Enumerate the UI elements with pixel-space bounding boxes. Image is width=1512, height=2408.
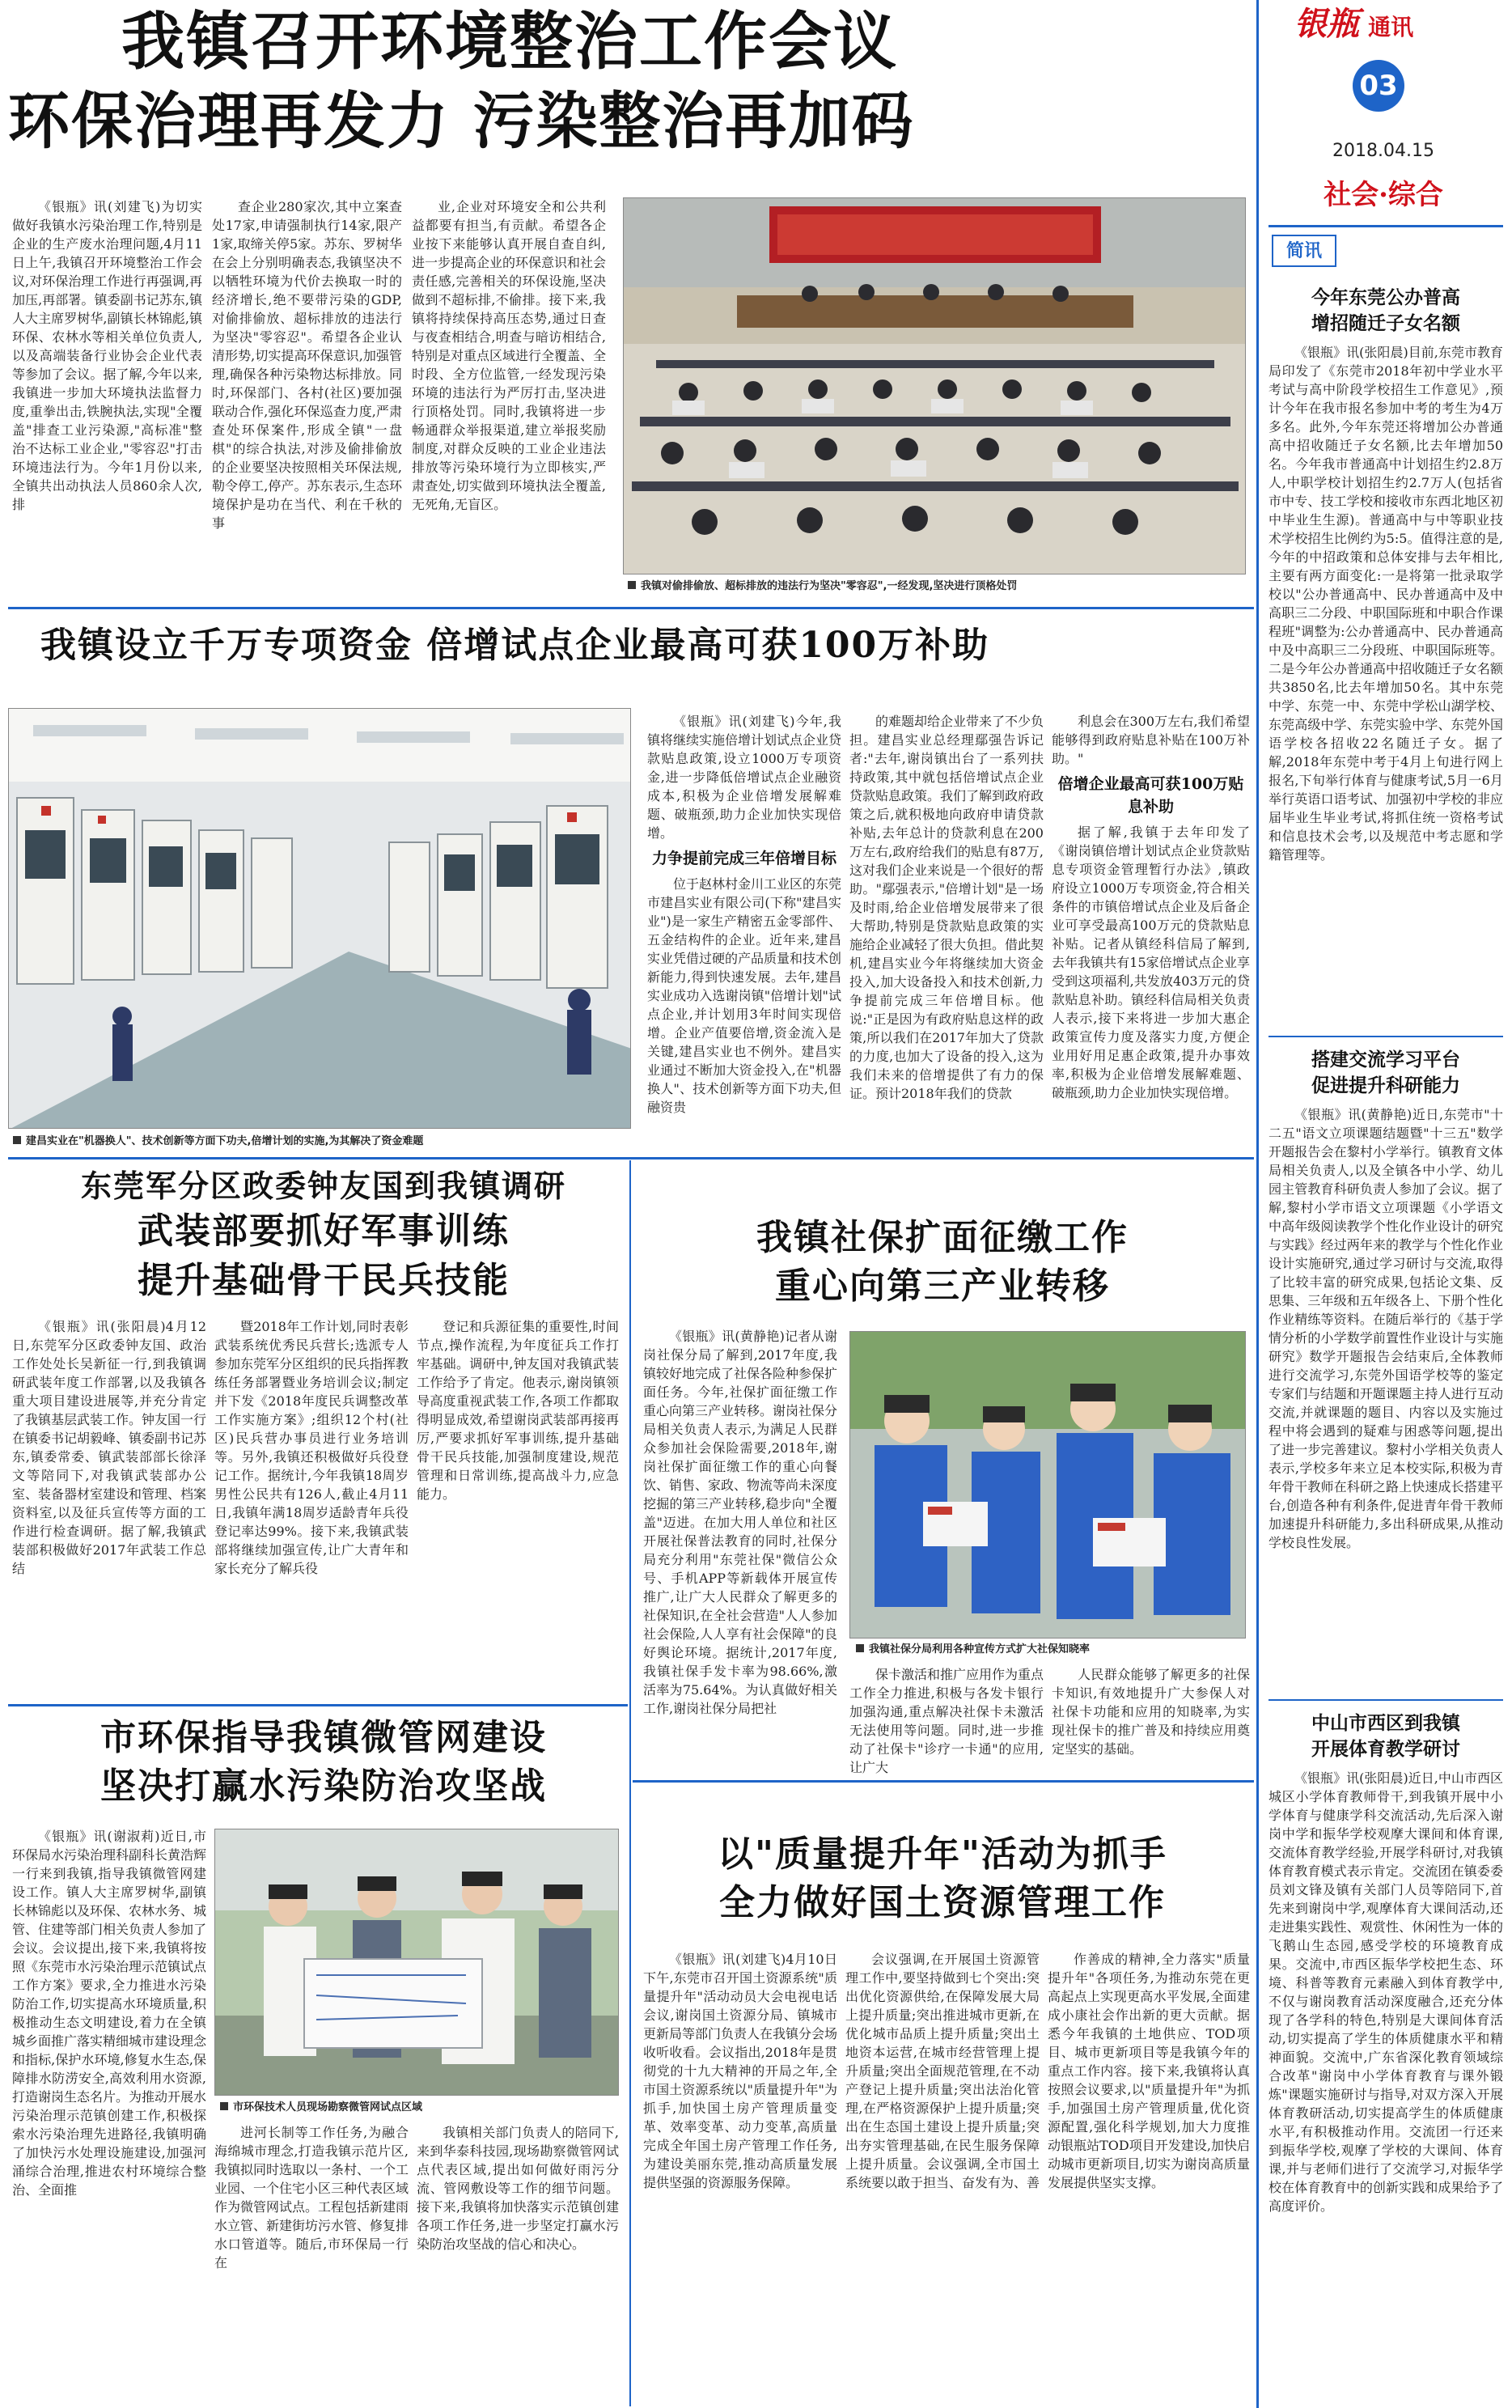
- a3-col-2: [214, 1317, 409, 1698]
- caption-square-icon: [13, 1136, 21, 1144]
- a6-col-2: [845, 1950, 1040, 2395]
- a1-text-3: 业,企业对环境安全和公共利益都要有担当,有贡献。希望各企业按下来能够认真开展自查自纠,进一步提高企业的环保意识和社会责任感,完善相关的环保设施,坚决做到不超标排,不偷排。接下来,我镇将持续保持高压态势,通过日查与夜查相结合,明查与暗访相结合,特别是对重点区域进行全覆盖、全时段、全方位监管,一经发现污染环境的违法行为严厉打击,坚决进行顶格处罚。同时,我镇将进一步畅通群众举报渠道,建立举报奖励制度,对群众反映的工业企业违法排放等污染环境行为立即核实,严肃查处,切实做到环境执法全覆盖,无死角,无盲区。: [412, 199, 606, 512]
- a2-text-3a: 利息会在300万左右,我们希望能够得到政府贴息补贴在100万补助。": [1052, 714, 1250, 766]
- a3-text-3: 登记和兵源征集的重要性,时间节点,操作流程,为年度征兵工作打牢基础。调研中,钟友国对我镇武装工作给予了肯定。他表示,谢岗镇领导高度重视武装工作,各项工作都取得明显成效,希望谢岗武装部再接再厉,严要求抓好军事训练,提升基础骨干民兵技能,加强制度建设,规范管理和日常训练,提高战斗力,应急能力。: [417, 1319, 619, 1502]
- a1-col-3: [412, 197, 606, 604]
- a2-text-1b: 位于赵林村金川工业区的东莞市建昌实业有限公司(下称"建昌实业")是一家生产精密五金零部件、五金结构件的企业。近年来,建昌实业凭借过硬的产品质量和技术创新能力,得到快速发展。去年,建昌实业成功入选谢岗镇"倍增计划"试点企业,并计划用3年时间实现倍增。企业产值要倍增,资金流入是关键,建昌实业也不例外。建昌实业通过不断加大资金投入,在"机器换人"、技术创新等方面下功夫,但融资贵: [647, 876, 841, 1115]
- a3-col-1: [12, 1317, 206, 1698]
- a5-col-2: [214, 2123, 409, 2398]
- side-brief-3: [1268, 1707, 1503, 2399]
- a3-headline-3: 提升基础骨干民兵技能: [138, 1260, 510, 1301]
- a5-col-3: [417, 2123, 619, 2398]
- a4-col-2: [849, 1665, 1044, 1774]
- a1-photo-meeting: [623, 197, 1246, 574]
- a1-headline-2: 环保治理再发力 污染整治再加码: [8, 85, 915, 157]
- a6-col-3: [1048, 1950, 1250, 2395]
- a5-photo-caption: [220, 2101, 625, 2115]
- caption-square-icon: [220, 2102, 228, 2110]
- a2-caption-text: 建昌实业在"机器换人"、技术创新等方面下功夫,倍增计划的实施,为其解决了资金难题: [26, 1135, 424, 1147]
- a4-headline-1: 我镇社保扩面征缴工作: [756, 1217, 1129, 1258]
- a4-photo-social-security: [849, 1331, 1246, 1639]
- masthead-brand-name: 银瓶: [1294, 5, 1359, 43]
- side-rule-2: [1268, 1699, 1503, 1701]
- a5-text-3: 我镇相关部门负责人的陪同下,来到华泰科技园,现场勘察微管网试点代表区域,提出如何做好雨污分流、管网敷设等工作的细节问题。接下来,我镇将加快落实示范镇创建各项工作任务,进一步坚定打赢水污染防治攻坚战的信心和决心。: [417, 2125, 619, 2252]
- a2-col-3: [1052, 712, 1250, 1149]
- a1-text-2: 查企业280家次,其中立案查处17家,申请强制执行14家,限产1家,取缔关停5家。苏东、罗树华在会上分别明确表态,我镇坚决不以牺牲环境为代价去换取一时的经济增长,绝不要带污染的GDP,对偷排偷放、超标排放的违法行为坚决"零容忍"。希望各企业认清形势,切实提高环保意识,加强管理,确保各种污染物达标排放。同时,环保部门、各村(社区)要加强联动合作,强化环保巡查力度,严肃查处环保案件,形成全镇"一盘棋"的综合执法,对涉及偷排偷放的企业要坚决按照相关环保法规,勒令停工,停产。苏东表示,生态环境保护是功在当代、利在千秋的事: [212, 199, 402, 531]
- a3-headline-2: 武装部要抓好军事训练: [138, 1210, 510, 1252]
- a6-text-1: 《银瓶》讯(刘建飞)4月10日下午,东莞市召开国土资源系统"质量提升年"活动动员大会电视电话会议,谢岗国土资源分局、镇城市更新局等部门负责人在我镇分会场收听收看。会议指出,2018年是贯彻党的十九大精神的开局之年,全市国土资源系统以"质量提升年"为抓手,加快国土房产管理质量变革、效率变革、动力变革,高质量完成全年国土房产管理工作任务,为建设美丽东莞,推动高质量发展提供坚强的资源服务保障。: [643, 1952, 837, 2190]
- brief-tag: 简讯: [1272, 235, 1336, 267]
- side-brief-2: [1268, 1044, 1503, 1691]
- page-number-badge: 03: [1353, 60, 1404, 112]
- a2-headline: 我镇设立千万专项资金 倍增试点企业最高可获100万补助: [40, 625, 990, 666]
- issue-date: 2018.04.15: [1332, 141, 1434, 161]
- a6-col-1: [643, 1950, 837, 2395]
- a3-text-1: 《银瓶》讯(张阳晨)4月12日,东莞军分区政委钟友国、政治工作处处长吴新征一行,到我镇调研武装年度工作部署,以及我镇各重大项目建设进展等,并充分肯定了我镇基层武装工作。钟友国一行在镇委书记胡毅峰、镇委副书记苏东,镇委常委、镇武装部部长徐泽文等陪同下,对我镇武装部办公室、装备器材室建设和管理、档案资料室,以及征兵宣传等方面的工作进行检查调研。据了解,我镇武装部积极做好2017年武装工作总结: [12, 1319, 206, 1576]
- a5-photo-inspection: [214, 1829, 619, 2096]
- a2-bottom-rule: [8, 1157, 1254, 1159]
- inspection-illustration: [215, 1829, 619, 2096]
- a5-headline-1: 市环保指导我镇微管网建设: [100, 1717, 547, 1758]
- a3-col-3: [417, 1317, 619, 1698]
- side-brief-1: [1268, 282, 1503, 1028]
- mid-column-rule: [629, 1160, 631, 2406]
- a4-col-3: [1052, 1665, 1250, 1774]
- side-rule-1: [1268, 1036, 1503, 1037]
- a6-text-2: 会议强调,在开展国土资源管理工作中,要坚持做到七个突出:突出优化资源供给,在保障发展大局上提升质量;突出推进城市更新,在优化城市品质上提升质量;突出土地资本运营,在城市经营管理上提升质量;突出全面规范管理,在不动产登记上提升质量;突出法治化管理,在严格资源保护上提升质量;突出在生态国土建设上提升质量;突出夯实管理基础,在民生服务保障上提升质量。会议强调,全市国土系统要以敢于担当、奋发有为、善: [845, 1952, 1040, 2190]
- side-brief-2-text: 《银瓶》讯(黄静艳)近日,东莞市"十二五"语文立项课题结题暨"十三五"数学开题报告会在黎村小学举行。镇教育文体局相关负责人,以及全镇各中小学、幼儿园主管教育科研负责人参加了会议。据了解,黎村小学市语文立项课题《小学语文中高年级阅读教学个性化作业设计的研究与实践》经过两年来的教学与个性化作业设计实施研究,通过学习研讨与交流,取得了比较丰富的研究成果,包括论文集、反思集、三年级和五年级各上、下册个性化作业精练等资料。在随后举行的《基于学情分析的小学数学前置性作业设计与实施研究》数学开题报告会结束后,全体教师进行交流学习,东莞外国语学校等的鉴定专家们与结题和开题课题主持人进行互动交流,并就课题的题目、内容以及实施过程中将会遇到的疑难与困惑等问题,提出了进一步完善建议。黎村小学相关负责人表示,学校多年来立足本校实际,积极为青年骨干教师在科研之路上快速成长搭建平台,创造各种有利条件,促进青年骨干教师加速提升科研能力,多出科研成果,从推动学校良性发展。: [1268, 1107, 1503, 1550]
- a3-bottom-rule: [8, 1704, 628, 1706]
- a3-text-2: 暨2018年工作计划,同时表彰武装系统优秀民兵营长;选派专人参加东莞军分区组织的民兵指挥教练任务部署暨业务培训会议;制定并下发《2018年度民兵调整改革工作实施方案》;组织12个村(社区)民兵营办事员进行业务培训等。另外,我镇还积极做好兵役登记工作。据统计,今年我镇18周岁男性公民共有126人,截止4月11日,我镇年满18周岁适龄青年兵役登记率达99%。接下来,我镇武装部将继续加强宣传,让广大青年和家长充分了解兵役: [214, 1319, 409, 1576]
- a1-col-2: [212, 197, 402, 604]
- factory-illustration: [9, 709, 631, 1129]
- a4-text-1: 《银瓶》讯(黄静艳)记者从谢岗社保分局了解到,2017年度,我镇较好地完成了社保各险种参保扩面任务。今年,社保扩面征缴工作重心向第三产业转移。谢岗社保分局相关负责人表示,为满足人民群众参加社会保险需要,2018年,谢岗社保扩面征缴工作的重心向餐饮、销售、家政、物流等尚未深度挖掘的第三产业转移,稳步向"全覆盖"迈进。在加大用人单位和社区开展社保普法教育的同时,社保分局充分利用"东莞社保"微信公众号、手机APP等新载体开展宣传推广,让广大人民群众了解更多的社保知识,在全社会营造"人人参加社会保险,人人享有社会保障"的良好舆论环境。据统计,2017年度,我镇社保手发卡率为98.66%,激活率为75.64%。为认真做好相关工作,谢岗社保分局把社: [643, 1329, 837, 1716]
- masthead-brand-suffix: 通讯: [1368, 14, 1414, 40]
- a5-text-1: 《银瓶》讯(谢淑莉)近日,市环保局水污染治理科副科长黄浩辉一行来到我镇,指导我镇微管网建设工作。镇人大主席罗树华,副镇长林锦彪以及环保、农林水务、城管、住建等部门相关负责人参加了会议。会议提出,接下来,我镇将按照《东莞市水污染治理示范镇试点工作方案》要求,全力推进水污染防治工作,切实提高水环境质量,积极推动生态文明建设,着力在全镇城乡面推广落实精细城市建设理念和指标,保护水环境,修复水生态,保障排水防涝安全,高效利用水资源,打造谢岗生态名片。为推动开展水污染治理示范镇创建工作,积极探索水污染治理先进路径,我镇明确了加快污水处理设施建设,加强河涌综合治理,推进农村环境综合整治、全面推: [12, 1829, 206, 2198]
- a4-bottom-rule: [633, 1780, 1254, 1783]
- caption-square-icon: [856, 1644, 864, 1652]
- social-security-illustration: [850, 1332, 1246, 1639]
- a5-text-2: 进河长制等工作任务,为融合海绵城市理念,打造我镇示范片区,我镇拟同时选取以一条村、一个工业园、一个住宅小区三种代表区域作为微管网试点。工程包括新建雨水立管、新建街坊污水管、修复排水口管道等。随后,市环保局一行在: [214, 2125, 409, 2270]
- a2-photo-factory: [8, 708, 631, 1129]
- a5-headline-2: 坚决打赢水污染防治攻坚战: [100, 1766, 547, 1807]
- side-brief-1-title-line1: 今年东莞公办普高: [1311, 286, 1460, 308]
- a1-photo-caption: [628, 579, 1251, 594]
- a4-col-1: [643, 1327, 837, 1768]
- side-brief-3-title: [1268, 1711, 1503, 1762]
- a2-photo-caption: [13, 1134, 636, 1149]
- a6-headline-2: 全力做好国土资源管理工作: [719, 1882, 1166, 1923]
- a6-text-3: 作善成的精神,全力落实"质量提升年"各项任务,为推动东莞在更高起点上实现更高水平发展,全面建成小康社会作出新的更大贡献。据悉今年我镇的土地供应、TOD项目、城市更新项目等是我镇今年的重点工作内容。接下来,我镇将认真按照会议要求,以"质量提升年"为抓手,加强国土房产管理质量,优化资源配置,强化科学规划,加大力度推动银瓶站TOD项目开发建设,加快启动城市更新项目,切实为谢岗高质量发展提供坚实支撑。: [1048, 1952, 1250, 2190]
- a4-photo-caption: [856, 1643, 1252, 1657]
- a4-caption-text: 我镇社保分局利用各种宣传方式扩大社保知晓率: [869, 1643, 1091, 1656]
- a2-text-3b: 据了解,我镇于去年印发了《谢岗镇倍增计划试点企业贷款贴息专项资金管理暂行办法》,镇政府设立1000万专项资金,符合相关条件的市镇倍增试点企业及后备企业可享受最高100万元的贷款贴息补贴。记者从镇经科信局了解到,去年我镇共有15家倍增试点企业享受到这项福利,共发放403万元的贷款贴息补助。镇经科信局相关负责人表示,接下来将进一步加大惠企政策宣传力度及落实力度,方便企业用好用足惠企政策,提升办事效率,积极为企业倍增发展解难题、破瓶颈,助力企业加快实现倍增。: [1052, 825, 1250, 1100]
- a1-col-1: [12, 197, 202, 604]
- a2-subhead-1: 力争提前完成三年倍增目标: [651, 850, 836, 867]
- side-brief-2-title-line2: 促进提升科研能力: [1311, 1075, 1460, 1096]
- a6-headline-1: 以"质量提升年"活动为抓手: [718, 1834, 1167, 1875]
- a4-text-2: 保卡激活和推广应用作为重点工作全力推进,积极与各发卡银行加强沟通,重点解决社保卡未激活无法使用等问题。同时,进一步推动了社保卡"诊疗一卡通"的应用,让广大: [849, 1667, 1044, 1774]
- side-top-rule: [1268, 225, 1503, 227]
- a1-headline-1: 我镇召开环境整治工作会议: [121, 5, 899, 78]
- a2-col-2: [849, 712, 1044, 1149]
- side-brief-3-title-line1: 中山市西区到我镇: [1311, 1712, 1460, 1734]
- a2-col-1: [647, 712, 841, 1149]
- a5-caption-text: 市环保技术人员现场勘察微管网试点区域: [233, 2101, 423, 2113]
- masthead-brand: [1294, 3, 1489, 45]
- a1-caption-text: 我镇对偷排偷放、超标排放的违法行为坚决"零容忍",一经发现,坚决进行顶格处罚: [641, 580, 1018, 592]
- side-brief-2-title-line1: 搭建交流学习平台: [1311, 1049, 1460, 1070]
- a2-text-2: 的难题却给企业带来了不少负担。建昌实业总经理鄢强告诉记者:"去年,谢岗镇出台了一系列扶持政策,其中就包括倍增试点企业贷款贴息政策。我们了解到政府政策之后,就积极地向政府申请贷款补贴,去年总计的贷款利息在200万左右,政府给我们的贴息有87万,这对我们企业来说是一个很好的帮助。"鄢强表示,"倍增计划"是一场及时雨,给企业倍增发展带来了很大帮助,特别是贷款贴息政策的实施给企业减轻了很大负担。借此契机,建昌实业今年将继续加大资金投入,加大设备投入和技术创新,力争提前完成三年倍增目标。他说:"正是因为有政府贴息这样的政策,所以我们在2017年加大了贷款的力度,也加大了设备的投入,这为我们未来的倍增提供了有力的保证。预计2018年我们的贷款: [849, 714, 1044, 1101]
- a4-text-3: 人民群众能够了解更多的社保卡知识,有效地提升广大参保人对社保卡功能和应用的知晓率,为实现社保卡的推广普及和持续应用奠定坚实的基础。: [1052, 1667, 1250, 1757]
- side-brief-3-title-line2: 开展体育教学研讨: [1311, 1738, 1460, 1760]
- a3-headline-1: 东莞军分区政委钟友国到我镇调研: [80, 1168, 566, 1204]
- side-brief-1-text: 《银瓶》讯(张阳晨)目前,东莞市教育局印发了《东莞市2018年初中学业水平考试与高中阶段学校招生工作意见》,预计今年在我市报名参加中考的考生为4万多名。此外,今年东莞还将增加公办普通高中招收随迁子女名额,比去年增加50名。今年我市普通高中计划招生约2.8万人,中职学校计划招生约2.7万人(包括省市中专、技工学校和接收市东西北地区初中毕业生生源)。普通高中与中等职业技术学校招生比例约为5:5。值得注意的是,今年的中招政策和总体安排与去年相比,主要有两方面变化:一是将第一批录取学校以"公办普通高中、民办普通高中及中高职三二分段、中职国际班和中职合作课程班"调整为:公办普通高中、民办普通高中及中高职三二分段班、中职国际班等。二是今年公办普通高中招收随迁子女名额共3850名,比去年增加50名。其中东莞中学、东莞一中、东莞中学松山湖学校、东莞高级中学、东莞实验中学、东莞外国语学校各招收22名随迁子女。据了解,2018年东莞中考于4月上旬进行网上报名,下旬举行体育与健康考试,5月一6月举行英语口语考试、加强初中学校的非应届毕业生毕业考试,将抓住统一资格考试和信息技术会考,以及规范中考志愿和学籍管理等。: [1268, 345, 1503, 863]
- meeting-illustration: [624, 198, 1246, 574]
- a4-headline-2: 重心向第三产业转移: [775, 1265, 1110, 1307]
- a1-text-1: 《银瓶》讯(刘建飞)为切实做好我镇水污染治理工作,特别是企业的生产废水治理问题,4月11日上午,我镇召开环境整治工作会议,对环保治理工作进行再强调,再加压,再部署。镇委副书记苏东,镇人大主席罗树华,副镇长林锦彪,镇环保、农林水等相关单位负责人,以及高端装备行业协会企业代表等参加了会议。据了解,今年以来,我镇进一步加大环境执法监督力度,重拳出击,铁腕执法,实现"全覆盖"排查工业污染源,"高标准"整治不达标工业企业,"零容忍"打击环境违法行为。今年1月份以来,全镇共出动执法人员860余人次,排: [12, 199, 202, 512]
- side-column-rule: [1256, 0, 1259, 2408]
- side-brief-2-title: [1268, 1047, 1503, 1099]
- caption-square-icon: [628, 581, 636, 589]
- a2-text-1a: 《银瓶》讯(刘建飞)今年,我镇将继续实施倍增计划试点企业贷款贴息政策,设立1000万专项资金,进一步降低倍增试点企业融资成本,积极为企业倍增发展解难题、破瓶颈,助力企业加快实现倍增。: [647, 714, 841, 841]
- side-brief-1-title: [1268, 285, 1503, 337]
- a2-subhead-2: 倍增企业最高可获100万贴息补助: [1057, 775, 1244, 816]
- section-name: 社会·综合: [1324, 179, 1443, 211]
- side-brief-3-text: 《银瓶》讯(张阳晨)近日,中山市西区城区小学体育教师骨干,到我镇开展中小学体育与健康学科交流活动,先后深入谢岗中学和振华学校观摩大课间和体育课,交流体育教学经验,开展学科研讨,对我镇体育教育模式表示肯定。交流团在镇委委员刘文锋及镇有关部门人员等陪同下,首先来到谢岗中学,观摩体育大课间活动,还走进集实践性、观赏性、休闲性为一体的飞鹅山生态园,感受学校的环境教育成果。交流中,市西区振华学校把生态、环境、科普等教育元素融入到体育教学中,不仅与谢岗教育活动深度融合,还充分体现了各学科的特色,特别是大课间体育活动,切实提高了学生的体质健康水平和精神面貌。交流中,广东省深化教育领域综合改革"谢岗中小学体育教育与课外锻炼"课题实施研讨与指导,对双方深入开展体育教研活动,切实提高学生的体质健康水平,有积极推动作用。交流团一行还来到振华学校,观摩了学校的大课间、体育课,并与老师们进行了交流学习,对振华学校在体育教育中的创新实践和成果给予了高度评价。: [1268, 1770, 1503, 2214]
- side-brief-1-title-line2: 增招随迁子女名额: [1311, 312, 1460, 334]
- a5-col-1: [12, 1827, 206, 2393]
- a1-bottom-rule: [8, 607, 1254, 609]
